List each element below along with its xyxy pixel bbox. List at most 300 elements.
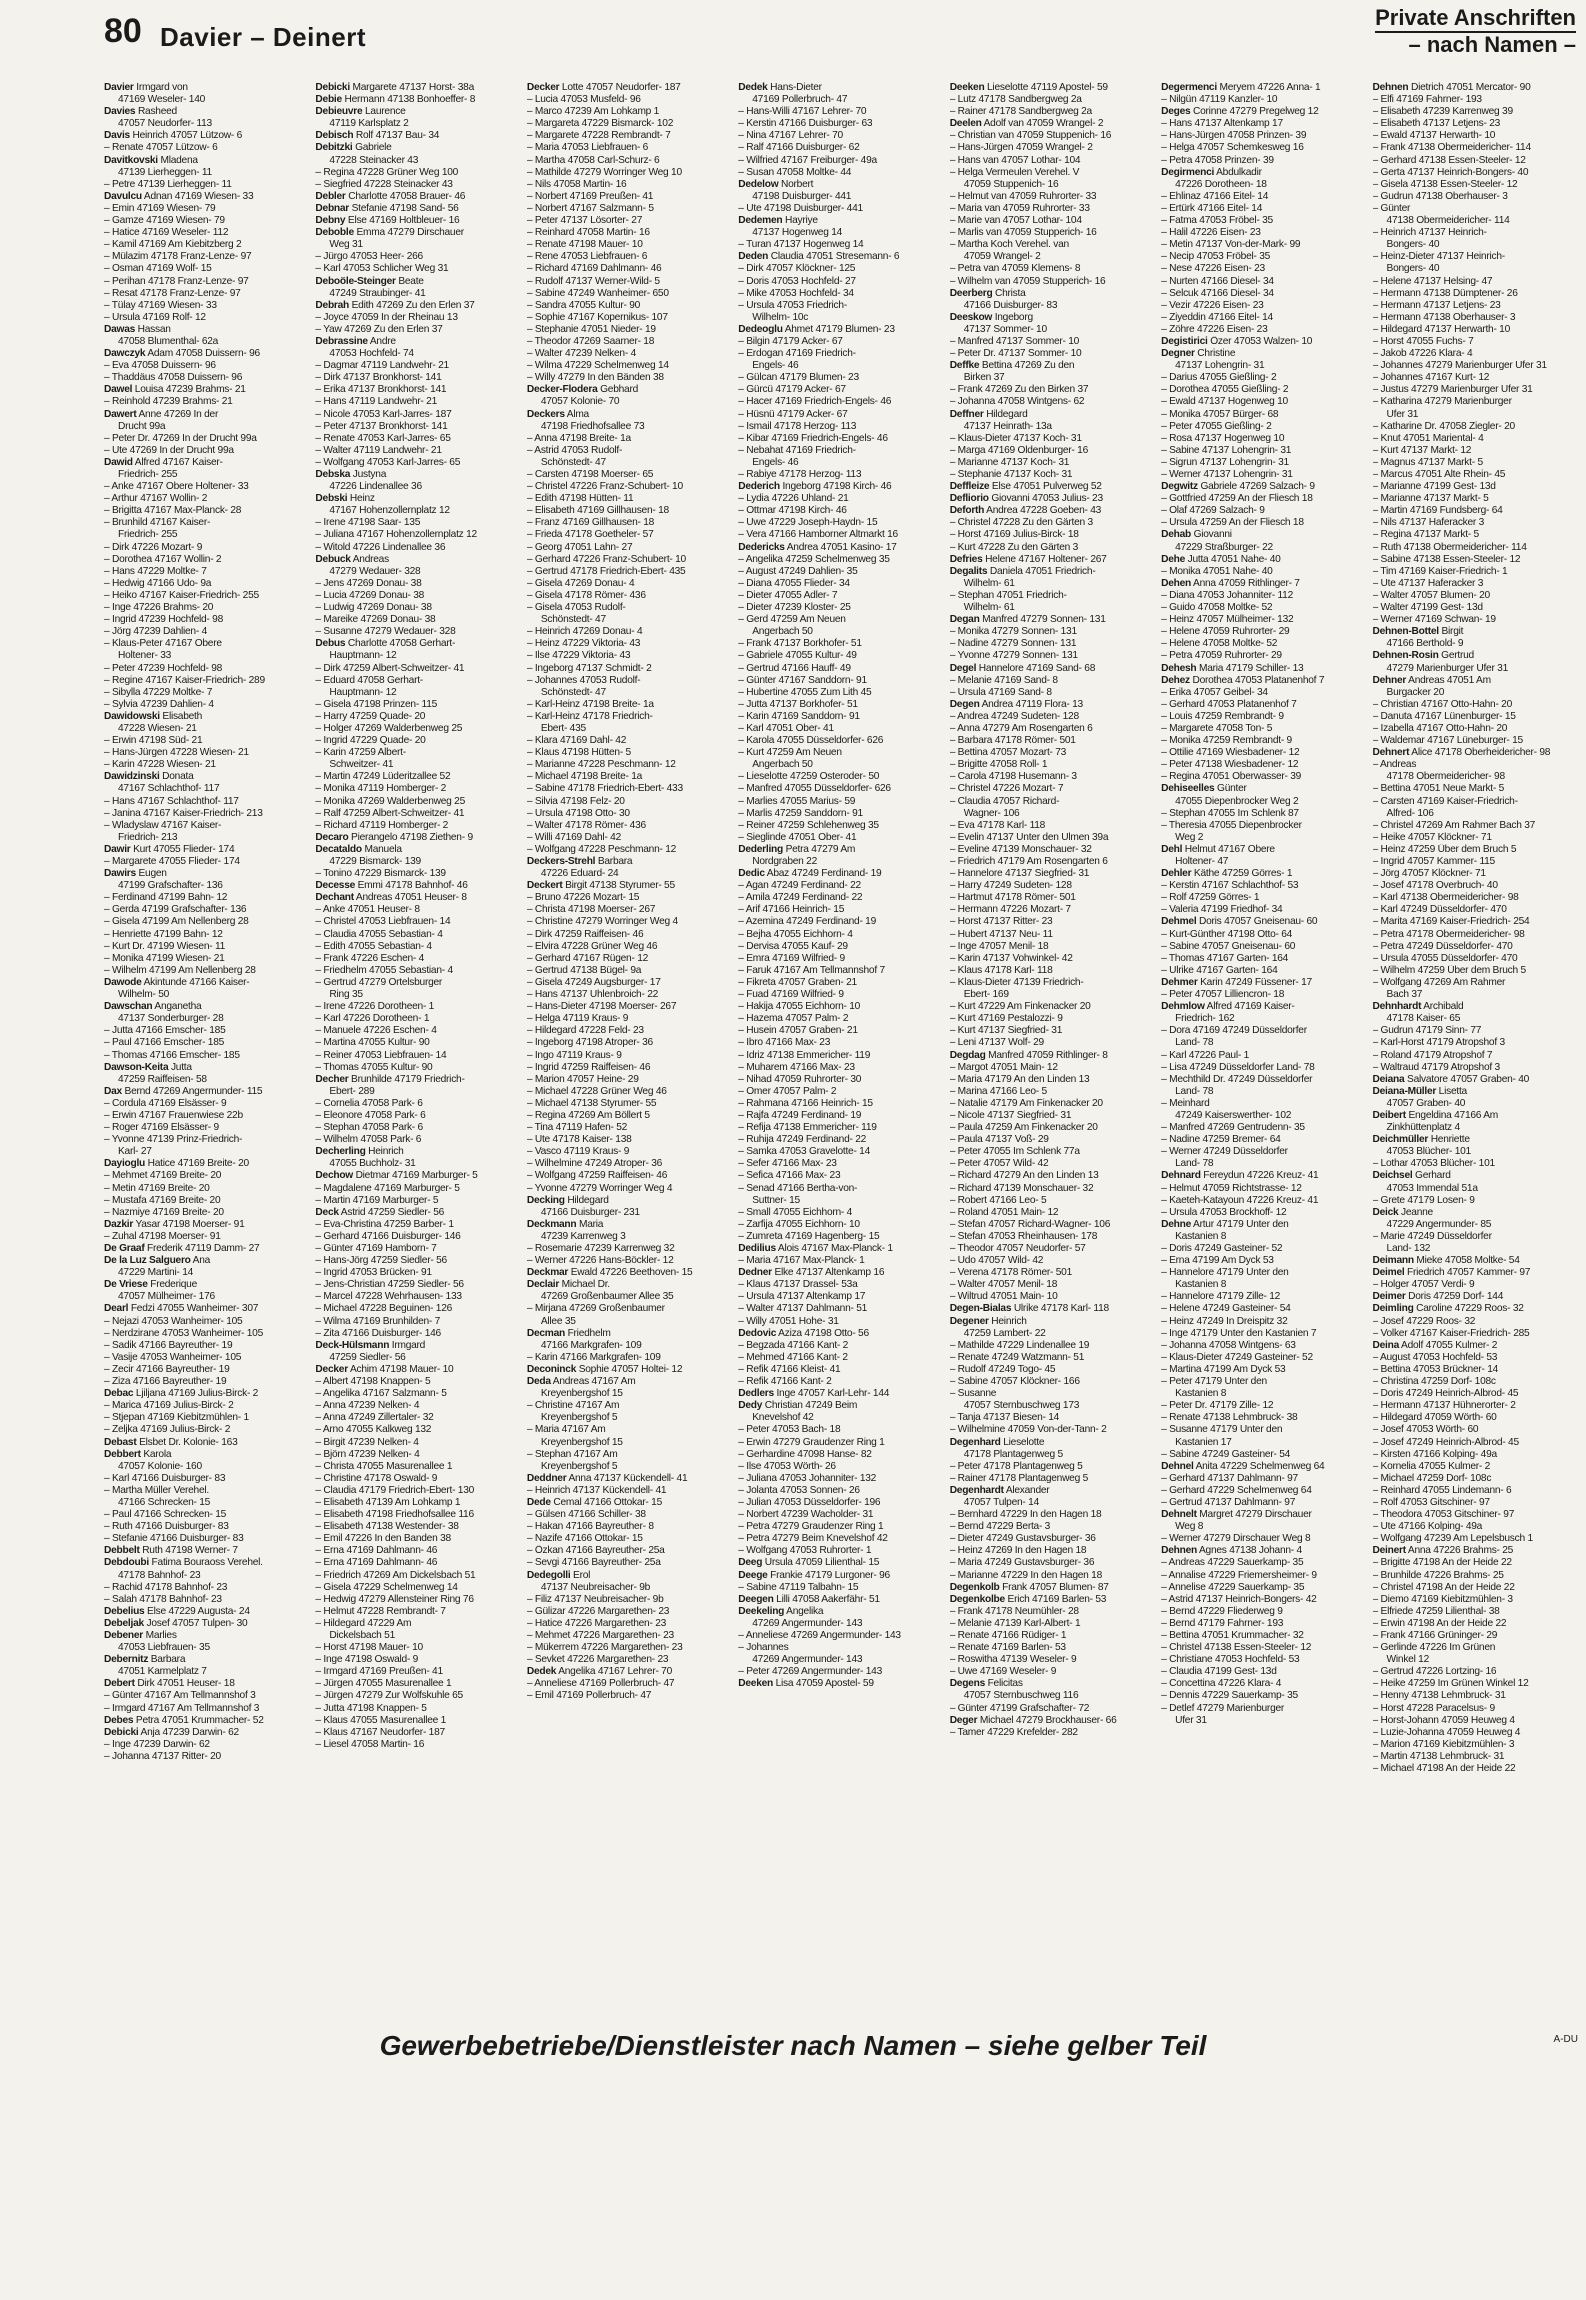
directory-entry: – Johannes 47053 Rudolf- (526, 674, 641, 686)
directory-entry: – Gisela 47229 Schelmenweg 14 (315, 1581, 458, 1593)
directory-entry: – Renate 47169 Barlen- 53 (949, 1642, 1066, 1654)
directory-entry: – Werner 47137 Lohengrin- 31 (1161, 469, 1293, 480)
directory-entry: – Jens 47269 Donau- 38 (315, 577, 422, 589)
directory-entry: – Karl 47053 Schlicher Weg 31 (315, 263, 449, 275)
directory-entry: Dawidowski Elisabeth (104, 710, 203, 722)
directory-entry: – Kaeteh-Katayoun 47226 Kreuz- 41 (1161, 1194, 1319, 1206)
directory-entry: – Elisabeth 47138 Westender- 38 (315, 1521, 459, 1533)
directory-entry: – Rosemarie 47239 Karrenweg 32 (526, 1243, 675, 1254)
directory-entry: – Zita 47166 Duisburger- 146 (315, 1327, 441, 1339)
directory-entry: – Justus 47279 Marienburger Ufer 31 (1372, 384, 1533, 396)
directory-entry: De Graaf Frederik 47119 Damm- 27 (104, 1243, 260, 1254)
directory-entry: – Claudia 47179 Friedrich-Ebert- 130 (315, 1484, 475, 1496)
directory-entry: – Annalise 47229 Friemersheimer- 9 (1161, 1569, 1317, 1581)
directory-entry: – Hermann 47138 Oberhauser- 3 (1372, 311, 1516, 323)
directory-entry: – Marcus 47051 Alte Rhein- 45 (1372, 469, 1506, 480)
directory-entry: – Stephanie 47137 Koch- 31 (949, 469, 1073, 480)
directory-entry: 47239 Karrenweg 3 (540, 1230, 626, 1242)
directory-entry: 47226 Dorotheen- 18 (1175, 178, 1267, 190)
directory-entry: Land- 78 (1175, 1085, 1214, 1097)
directory-entry: Dehnert Alice 47178 Oberheidericher- 98 (1372, 747, 1551, 759)
directory-entry: – Marco 47239 Am Lohkamp 1 (526, 106, 660, 118)
directory-entry: – Renate 47249 Watzmann- 51 (949, 1351, 1085, 1363)
directory-entry: – Gisela 47269 Donau- 4 (526, 577, 635, 589)
directory-entry: Dehesh Maria 47179 Schiller- 13 (1161, 662, 1304, 674)
directory-entry: Dawschan Anganetha (104, 1001, 202, 1013)
directory-entry: – Hans-Jürgen 47228 Wiesen- 21 (104, 747, 249, 759)
directory-entry: – Wladyslaw 47167 Kaiser- (104, 819, 222, 831)
directory-entry: Decaro Pierangelo 47198 Ziethen- 9 (315, 831, 473, 843)
directory-entry: – Stephan 47055 Im Schlenk 87 (1161, 807, 1299, 819)
directory-entry: – Heinz 47259 Über dem Bruch 5 (1372, 843, 1517, 855)
directory-entry: – Wilma 47169 Brunhilden- 7 (315, 1315, 441, 1327)
directory-entry: Dedic Abaz 47249 Ferdinand- 19 (738, 868, 882, 880)
directory-entry: – Eva-Christina 47259 Barber- 1 (315, 1218, 454, 1230)
directory-entry: Deiana Salvatore 47057 Graben- 40 (1372, 1073, 1530, 1085)
directory-entry: – Bernhard 47229 In den Hagen 18 (949, 1509, 1102, 1521)
directory-entry: – Mehmed 47166 Kant- 2 (738, 1351, 848, 1363)
directory-entry: – Walter 47178 Römer- 436 (526, 819, 646, 831)
directory-entry: – Hartmut 47178 Römer- 501 (949, 892, 1076, 904)
directory-entry: 47059 Stuppenich- 16 (963, 178, 1059, 190)
directory-entry: – Nurten 47166 Diesel- 34 (1161, 275, 1274, 287)
directory-entry: Dayioglu Hatice 47169 Breite- 20 (104, 1158, 249, 1170)
directory-entry: – Necip 47053 Fröbel- 35 (1161, 251, 1271, 263)
directory-entry: – Hannelore 47179 Unter den (1161, 1267, 1289, 1279)
directory-entry: – Rabiye 47178 Herzog- 113 (738, 469, 862, 480)
directory-entry: – Gülsen 47166 Schiller- 38 (526, 1509, 646, 1521)
directory-entry: Deckmann Maria (526, 1218, 604, 1230)
directory-entry: – Hakan 47166 Bayreuther- 8 (526, 1521, 654, 1533)
directory-entry: – Dirk 47259 Albert-Schweitzer- 41 (315, 662, 465, 674)
directory-entry: – Peter 47053 Bach- 18 (738, 1424, 841, 1436)
directory-entry: – Christine 47167 Am (526, 1400, 620, 1412)
directory-entry: – Hans 47137 Altenkamp 17 (1161, 118, 1283, 130)
directory-column (950, 82, 1157, 2026)
directory-entry: – Christel 47138 Essen-Steeler- 12 (1161, 1642, 1312, 1654)
directory-entry: – Susanne (949, 1388, 997, 1400)
directory-entry: – Ralf 47259 Albert-Schweitzer- 41 (315, 807, 465, 819)
directory-entry: – Norbert 47239 Wacholder- 31 (738, 1509, 874, 1521)
directory-column (315, 82, 522, 2026)
directory-entry: – Diana 47053 Johanniter- 112 (1161, 589, 1294, 601)
directory-entry: – Frank 47226 Eschen- 4 (315, 952, 425, 964)
directory-entry: – Marlies 47055 Marius- 59 (738, 795, 856, 807)
directory-entry: 47279 Wedauer- 328 (329, 565, 421, 577)
directory-entry: – Heinz 47057 Mülheimer- 132 (1161, 614, 1294, 626)
directory-entry: – Ziyeddin 47166 Eitel- 14 (1161, 311, 1273, 323)
directory-entry: Zinkhüttenplatz 4 (1386, 1122, 1460, 1134)
directory-entry: – Gerhard 47229 Schelmenweg 64 (1161, 1484, 1312, 1496)
directory-entry: – Erna 47199 Am Dyck 53 (1161, 1255, 1274, 1267)
directory-entry: – Klaus-Dieter 47137 Koch- 31 (949, 432, 1082, 444)
directory-entry: – Gerhard 47166 Duisburger- 146 (315, 1230, 461, 1242)
directory-entry: – Monika 47051 Nahe- 40 (1161, 565, 1273, 577)
directory-entry: Wilhelm- 61 (963, 577, 1015, 589)
directory-entry: Declair Michael Dr. (526, 1279, 610, 1291)
directory-entry: – Evelin 47137 Unter den Ulmen 39a (949, 831, 1109, 843)
directory-entry: – Small 47055 Eichhorn- 4 (738, 1206, 853, 1218)
directory-entry: – Christiane 47053 Hochfeld- 53 (1161, 1654, 1300, 1666)
directory-entry: – Dora 47169 47249 Düsseldorfer (1161, 1025, 1307, 1037)
directory-entry: Degalits Daniela 47051 Friedrich- (949, 565, 1096, 577)
directory-entry: – Peter 47057 Wild- 42 (949, 1158, 1049, 1170)
directory-entry: 47249 Straubinger- 41 (329, 287, 426, 299)
directory-entry: – Wilhelm 47199 Am Nellenberg 28 (104, 964, 256, 976)
directory-entry: – Marlis 47259 Sanddorn- 91 (738, 807, 863, 819)
directory-entry: – Wolfgang 47053 Karl-Jarres- 65 (315, 456, 461, 468)
directory-entry: Dehnhardt Archibald (1372, 1001, 1464, 1013)
directory-entry: Decker-Flodera Gebhard (526, 384, 639, 396)
directory-entry: – Claudia 47199 Gest- 13d (1161, 1666, 1277, 1678)
directory-entry: – Hatice 47226 Margarethen- 23 (526, 1617, 667, 1629)
directory-entry: – Horst 47137 Ritter- 23 (949, 916, 1053, 928)
directory-entry: – Ehlinaz 47166 Eitel- 14 (1161, 190, 1269, 202)
directory-entry: – Johanna 47058 Wintgens- 63 (1161, 1339, 1296, 1351)
directory-entry: – Marion 47057 Heine- 29 (526, 1073, 639, 1085)
directory-entry: Deges Corinne 47279 Pregelweg 12 (1161, 106, 1319, 118)
directory-entry: – Sabine 47178 Friedrich-Ebert- 433 (526, 783, 683, 795)
directory-entry: – Ingeborg 47137 Schmidt- 2 (526, 662, 652, 674)
directory-entry: 47057 Sternbuschweg 173 (963, 1400, 1080, 1412)
directory-entry: – Dagmar 47119 Landwehr- 21 (315, 360, 449, 372)
section-title-line-2: – nach Namen – (1408, 32, 1576, 57)
directory-entry: Dedek Angelika 47167 Lehrer- 70 (526, 1666, 673, 1678)
directory-entry: – Nadine 47259 Bremer- 64 (1161, 1134, 1281, 1146)
directory-entry: – Karin 47166 Markgrafen- 109 (526, 1351, 661, 1363)
directory-entry: – Brunhilde 47226 Brahms- 25 (1372, 1569, 1504, 1581)
directory-entry: – Stjepan 47169 Kiebitzmühlen- 1 (104, 1412, 249, 1424)
directory-entry: – Friedrich 47179 Am Rosengarten 6 (949, 856, 1108, 867)
directory-entry: – Richard 47119 Homberger- 2 (315, 819, 449, 831)
directory-entry: – Kurt-Günther 47198 Otto- 64 (1161, 928, 1293, 940)
directory-entry: – Gisela 47138 Essen-Steeler- 12 (1372, 178, 1518, 190)
directory-entry: 47055 Diepenbrocker Weg 2 (1175, 795, 1299, 807)
directory-entry: – Vasije 47053 Wanheimer- 105 (104, 1351, 242, 1363)
section-title (1375, 6, 1576, 57)
directory-entry: – Lothar 47053 Blücher- 101 (1372, 1158, 1495, 1170)
directory-entry: – Kornelia 47055 Kulmer- 2 (1372, 1460, 1491, 1472)
directory-entry: – Helene 47058 Moltke- 52 (1161, 638, 1278, 650)
directory-entry: – Klaus 47137 Drassel- 53a (738, 1279, 858, 1291)
directory-entry: – Rolf 47053 Gitschiner- 97 (1372, 1496, 1490, 1508)
directory-entry: – Joyce 47059 In der Rheinau 13 (315, 311, 458, 323)
directory-entry: 47055 Buchholz- 31 (329, 1158, 416, 1170)
directory-entry: – Wilhelmine 47059 Von-der-Tann- 2 (949, 1424, 1107, 1436)
directory-entry: – Lieselotte 47259 Osteroder- 50 (738, 771, 880, 783)
directory-entry: – Sylvia 47239 Dahlien- 4 (104, 698, 214, 710)
directory-entry: 47167 Schlachthof- 117 (118, 783, 220, 795)
directory-entry: Deeskow Ingeborg (949, 311, 1033, 323)
directory-entry: – Hildegard 47229 Am (315, 1617, 412, 1629)
directory-entry: – Frank 47269 Zu den Birken 37 (949, 384, 1089, 396)
directory-entry: – Dieter 47249 Gustavsburger- 36 (949, 1533, 1096, 1545)
directory-entry: – Stephanie 47051 Nieder- 19 (526, 323, 656, 335)
page-code: A-DU (1553, 2034, 1578, 2045)
directory-entry: – Hacer 47169 Friedrich-Engels- 46 (738, 396, 892, 408)
directory-entry: Debski Heinz (315, 493, 375, 505)
directory-entry: – Ingrid 47239 Hochfeld- 98 (104, 614, 223, 626)
directory-entry: – Helga 47057 Schemkesweg 16 (1161, 142, 1304, 154)
directory-entry: – Inge 47057 Menil- 18 (949, 940, 1049, 952)
directory-entry: – Helga Vermeulen Verehel. V (949, 166, 1080, 178)
directory-entry: 47259 Lambert- 22 (963, 1327, 1046, 1339)
directory-entry: – Richard 47169 Dahlmann- 46 (526, 263, 662, 275)
directory-entry: – Wilma 47229 Schelmenweg 14 (526, 360, 669, 372)
directory-entry: 47166 Schrecken- 15 (118, 1496, 211, 1508)
directory-entry: – Theresia 47055 Diepenbrocker (1161, 819, 1302, 831)
directory-entry: – Renate 47053 Karl-Jarres- 65 (315, 432, 451, 444)
directory-entry: – Walter 47137 Dahlmann- 51 (738, 1303, 868, 1315)
directory-entry: – Kerstin 47167 Schlachthof- 53 (1161, 880, 1299, 892)
directory-entry: – Astrid 47053 Rudolf- (526, 444, 623, 456)
directory-entry: – Anna 47239 Nelken- 4 (315, 1400, 420, 1412)
directory-entry: – Klaus 47167 Neudorfer- 187 (315, 1726, 445, 1738)
directory-entry: 47229 Straßburger- 22 (1175, 541, 1273, 553)
directory-entry: – Thomas 47055 Kultur- 90 (315, 1061, 433, 1073)
directory-entry: – Kurt 47137 Siegfried- 31 (949, 1025, 1063, 1037)
directory-entry: Dehmel Doris 47057 Gneisenau- 60 (1161, 916, 1318, 928)
directory-entry: Deibert Engeldina 47166 Am (1372, 1109, 1498, 1121)
directory-entry: – Roswitha 47139 Weseler- 9 (949, 1654, 1077, 1666)
directory-entry: Debbelt Ruth 47198 Werner- 7 (104, 1545, 238, 1557)
directory-entry: – Hans 47137 Uhlenbroich- 22 (526, 989, 659, 1001)
directory-entry: – Thomas 47167 Garten- 164 (1161, 952, 1289, 964)
directory-entry: 47178 Plantagenweg 5 (963, 1448, 1063, 1460)
directory-entry: Debieuvre Laurence (315, 106, 406, 118)
directory-entry: 47137 Sommer- 10 (963, 323, 1047, 335)
directory-entry: – Stefan 47053 Rheinhausen- 178 (949, 1230, 1098, 1242)
directory-entry: – Rachid 47178 Bahnhof- 23 (104, 1581, 228, 1593)
directory-entry: – Rajfa 47249 Ferdinand- 19 (738, 1109, 862, 1121)
directory-entry: Dehmlow Alfred 47169 Kaiser- (1161, 1001, 1295, 1013)
directory-entry: – Marcel 47228 Wehrhausen- 133 (315, 1291, 462, 1303)
directory-entry: Degenkolbe Erich 47169 Barlen- 53 (949, 1593, 1107, 1605)
directory-entry: Kreyenbergshof 5 (540, 1460, 618, 1472)
directory-entry: – Hans 47119 Landwehr- 21 (315, 396, 437, 408)
directory-entry: – Zecir 47166 Bayreuther- 19 (104, 1363, 230, 1375)
directory-entry: Deconinck Sophie 47057 Holtei- 12 (526, 1363, 683, 1375)
directory-entry: Dehnen Agnes 47138 Johann- 4 (1161, 1545, 1302, 1557)
directory-entry: – Ursula 47198 Otto- 30 (526, 807, 630, 819)
directory-entry: – Ewald 47137 Herwarth- 10 (1372, 130, 1496, 142)
directory-entry: Dehl Helmut 47167 Obere (1161, 843, 1275, 855)
directory-entry: – Peter 47137 Lösorter- 27 (526, 215, 643, 227)
directory-entry: – Petra 47249 Düsseldorfer- 470 (1372, 940, 1513, 952)
directory-entry: – Uwe 47229 Joseph-Haydn- 15 (738, 517, 878, 529)
directory-entry: – Jörg 47057 Klöckner- 71 (1372, 868, 1486, 880)
directory-entry: – Faruk 47167 Am Tellmannshof 7 (738, 964, 885, 976)
directory-entry: 47051 Karmelplatz 7 (118, 1666, 207, 1678)
directory-entry: Deina Adolf 47055 Kulmer- 2 (1372, 1339, 1498, 1351)
directory-entry: – Zarfija 47055 Eichhorn- 10 (738, 1218, 860, 1230)
directory-entry: – Uwe 47169 Weseler- 9 (949, 1666, 1057, 1678)
directory-entry: – Martin 47169 Fundsberg- 64 (1372, 505, 1503, 517)
directory-entry: Bongers- 40 (1386, 239, 1440, 251)
directory-entry: – Ursula 47055 Düsseldorfer- 470 (1372, 952, 1518, 964)
directory-entry: Davitkovski Mladena (104, 154, 198, 166)
directory-entry: Deimann Mieke 47058 Moltke- 54 (1372, 1255, 1520, 1267)
directory-entry: 47166 Berthold- 9 (1386, 638, 1464, 650)
directory-entry: – Anneliese 47269 Angermunder- 143 (738, 1630, 901, 1641)
page-number: 80 (104, 12, 142, 50)
directory-entry: – Marianne 47199 Gest- 13d (1372, 481, 1496, 493)
directory-entry: – Thaddäus 47058 Duissern- 96 (104, 372, 243, 384)
directory-entry: – Monika 47199 Wiesen- 21 (104, 952, 225, 964)
directory-entry: – Jutta 47137 Borkhofer- 51 (738, 698, 858, 710)
directory-entry: – Siegfried 47228 Steinacker 43 (315, 178, 453, 190)
directory-entry: – Dirk 47226 Mozart- 9 (104, 541, 203, 553)
directory-entry: – Frieda 47178 Goetheler- 57 (526, 529, 654, 541)
directory-entry: – Frank 47138 Obermeidericher- 114 (1372, 142, 1531, 154)
directory-entry: – Nils 47137 Haferacker 3 (1372, 517, 1485, 529)
directory-entry: Degenkolb Frank 47057 Blumen- 87 (949, 1581, 1109, 1593)
directory-entry: – Christa 47198 Moerser- 267 (526, 904, 656, 916)
directory-entry: – Ziza 47166 Bayreuther- 19 (104, 1376, 227, 1388)
directory-entry: – Inge 47239 Darwin- 62 (104, 1738, 210, 1750)
directory-entry: – Thomas 47166 Emscher- 185 (104, 1049, 240, 1061)
directory-entry: – Jens-Christian 47259 Siedler- 56 (315, 1279, 464, 1291)
directory-entry: Debac Ljiljana 47169 Julius-Birck- 2 (104, 1388, 259, 1400)
directory-entry: Dawidzinski Donata (104, 771, 194, 783)
directory-entry: – Gertrud 47138 Bügel- 9a (526, 964, 642, 976)
directory-entry: – Heinrich 47137 Kückendell- 41 (526, 1484, 667, 1496)
directory-entry: Deck Astrid 47259 Siedler- 56 (315, 1206, 445, 1218)
directory-entry: Davier Irmgard von (104, 82, 188, 93)
directory-entry: – Petra 47279 Graudenzer Ring 1 (738, 1521, 884, 1533)
directory-entry: – Marina 47166 Leo- 5 (949, 1085, 1047, 1097)
directory-entry: – Fikreta 47057 Graben- 21 (738, 976, 857, 988)
directory-entry: – Waltraud 47179 Atropshof 3 (1372, 1061, 1500, 1073)
directory-entry: Karl- 27 (118, 1146, 152, 1158)
directory-entry: 47057 Sternbuschweg 116 (963, 1690, 1079, 1702)
directory-entry: Ebert- 289 (329, 1085, 375, 1097)
directory-entry: – Michael 47198 Breite- 1a (526, 771, 643, 783)
directory-entry: Dechow Dietmar 47169 Marburger- 5 (315, 1170, 478, 1182)
directory-entry: – Richard 47139 Monschauer- 32 (949, 1182, 1094, 1194)
directory-entry: – Stefan 47057 Richard-Wagner- 106 (949, 1218, 1111, 1230)
directory-entry: – Werner 47279 Dirschauer Weg 8 (1161, 1533, 1311, 1545)
directory-entry: – Renate 47166 Rüdiger- 1 (949, 1630, 1067, 1641)
directory-entry: – Gerta 47137 Heinrich-Bongers- 40 (1372, 166, 1529, 178)
directory-entry: – Helga 47119 Kraus- 9 (526, 1013, 629, 1025)
directory-entry: – Ursula 47053 Brockhoff- 12 (1161, 1206, 1287, 1218)
directory-entry: 47059 Wrangel- 2 (963, 251, 1041, 263)
directory-entry: – Gisela 47249 Augsburger- 17 (526, 976, 661, 988)
directory-entry: 47137 Sonderburger- 28 (118, 1013, 224, 1025)
directory-entry: – Wolfgang 47259 Raiffeisen- 46 (526, 1170, 668, 1182)
directory-entry: Kreyenbergshof 5 (540, 1412, 618, 1424)
directory-entry: – Klara 47169 Dahl- 42 (526, 735, 627, 747)
directory-entry: – Leni 47137 Wolf- 29 (949, 1037, 1044, 1049)
directory-entry: – Anna 47198 Breite- 1a (526, 432, 631, 444)
directory-entry: – Dirk 47259 Raiffeisen- 46 (526, 928, 644, 940)
directory-entry: – Hatice 47169 Weseler- 112 (104, 227, 229, 239)
directory-entry: – Yvonne 47139 Prinz-Friedrich- (104, 1134, 243, 1146)
directory-entry: Dehnen-Rosin Gertrud (1372, 650, 1474, 662)
directory-entry: – Hans-Dieter 47198 Moerser- 267 (526, 1001, 677, 1013)
directory-entry: – Ute 47269 In der Drucht 99a (104, 444, 234, 456)
directory-entry: – Christian van 47059 Stuppenich- 16 (949, 130, 1112, 142)
directory-entry: – Monika 47269 Walderbenweg 25 (315, 795, 465, 807)
directory-entry: Debdoubi Fatima Bouraoss Verehel. (104, 1557, 263, 1569)
directory-entry: – Christa 47055 Masurenallee 1 (315, 1460, 453, 1472)
directory-entry: – Ewald 47137 Hogenweg 10 (1161, 396, 1288, 408)
directory-entry: – Roger 47169 Elsässer- 9 (104, 1122, 219, 1134)
directory-entry: – Peter 47055 Gießling- 2 (1161, 420, 1272, 432)
directory-entry: – Heinz-Dieter 47137 Heinrich- (1372, 251, 1505, 263)
directory-entry: – Gottfried 47259 An der Fliesch 18 (1161, 493, 1313, 505)
directory-entry: 47137 Hogenweg 14 (752, 227, 843, 239)
directory-entry: – Susanne 47179 Unter den (1161, 1424, 1283, 1436)
directory-entry: Degen-Bialas Ulrike 47178 Karl- 118 (949, 1303, 1109, 1315)
directory-entry: 47166 Duisburger- 83 (963, 299, 1058, 311)
directory-entry: Debert Dirk 47051 Heuser- 18 (104, 1678, 235, 1690)
directory-entry: – Renate 47057 Lützow- 6 (104, 142, 218, 154)
directory-entry: – Hedwig 47166 Udo- 9a (104, 577, 212, 589)
directory-entry: – Monika 47119 Homberger- 2 (315, 783, 447, 795)
directory-entry: Kastanien 8 (1175, 1388, 1227, 1400)
directory-entry: – Omer 47057 Palm- 2 (738, 1085, 837, 1097)
directory-entry: – Reiner 47053 Liebfrauen- 14 (315, 1049, 447, 1061)
directory-entry: Dawas Hassan (104, 323, 171, 335)
directory-entry: 47198 Friedhofsallee 73 (540, 420, 645, 432)
directory-entry: – Ilse 47229 Viktoria- 43 (526, 650, 631, 662)
directory-entry: – Bernd 47229 Berta- 3 (949, 1521, 1051, 1533)
directory-entry: – Tamer 47229 Krefelder- 282 (949, 1726, 1078, 1738)
directory-entry: – Karl 47138 Obermeidericher- 98 (1372, 892, 1519, 904)
directory-entry: – Gamze 47169 Wiesen- 79 (104, 215, 225, 227)
directory-entry: – Gülizar 47226 Margarethen- 23 (526, 1605, 670, 1617)
directory-entry: – Udo 47057 Wild- 42 (949, 1255, 1044, 1267)
directory-entry: – Edith 47055 Sebastian- 4 (315, 940, 432, 952)
directory-entry: – Liesel 47058 Martin- 16 (315, 1738, 425, 1750)
directory-entry: – Tim 47169 Kaiser-Friedrich- 1 (1372, 565, 1508, 577)
directory-entry: – Hermann 47137 Letjens- 23 (1372, 299, 1501, 311)
directory-entry: De Vriese Frederique (104, 1279, 197, 1291)
directory-entry: – Sabine 47057 Gneisenau- 60 (1161, 940, 1296, 952)
directory-entry: 47178 Obermeidericher- 98 (1386, 771, 1505, 783)
directory-entry: – Irene 47226 Dorotheen- 1 (315, 1001, 435, 1013)
directory-entry: Debitzki Gabriele (315, 142, 392, 154)
directory-entry: – Walter 47239 Nelken- 4 (526, 348, 636, 360)
directory-entry: – Klaus 47198 Hütten- 5 (526, 747, 631, 759)
directory-entry: – Günter 47199 Grafschafter- 72 (949, 1702, 1090, 1714)
directory-entry: – Refik 47166 Kant- 2 (738, 1376, 832, 1388)
directory-entry: – Emil 47169 Pollerbruch- 47 (526, 1690, 652, 1702)
directory-entry: – Brigitte 47198 An der Heide 22 (1372, 1557, 1512, 1569)
directory-entry: Deckert Birgit 47138 Styrumer- 55 (526, 880, 675, 892)
directory-entry: – Michael 47198 An der Heide 22 (1372, 1763, 1516, 1775)
directory-entry: – Sevgi 47166 Bayreuther- 25a (526, 1557, 661, 1569)
directory-entry: Dawert Anne 47269 In der (104, 408, 219, 420)
directory-entry: – Inge 47198 Oswald- 9 (315, 1654, 419, 1666)
directory-entry: – Carsten 47169 Kaiser-Friedrich- (1372, 795, 1518, 807)
directory-entry: – Darius 47055 Gießling- 2 (1161, 372, 1277, 384)
directory-entry: – Refija 47138 Emmericher- 119 (738, 1122, 877, 1134)
directory-entry: 47057 Neudorfer- 113 (118, 118, 212, 130)
directory-entry: – Stephan 47058 Park- 6 (315, 1122, 423, 1134)
directory-entry: – Petra van 47059 Klemens- 8 (949, 263, 1081, 275)
directory-entry: – Margareta 47229 Bismarck- 102 (526, 118, 674, 130)
directory-entry: 47058 Blumenthal- 62a (118, 335, 219, 347)
directory-entry: – Natalie 47179 Am Finkenacker 20 (949, 1097, 1103, 1109)
directory-entry: – Annelise 47229 Sauerkamp- 35 (1161, 1581, 1305, 1593)
directory-entry: – Selcuk 47166 Diesel- 34 (1161, 287, 1274, 299)
directory-entry: Land- 132 (1386, 1243, 1431, 1254)
directory-entry: – Gerd 47259 Am Neuen (738, 614, 846, 626)
directory-entry: Degens Felicitas (949, 1678, 1023, 1690)
